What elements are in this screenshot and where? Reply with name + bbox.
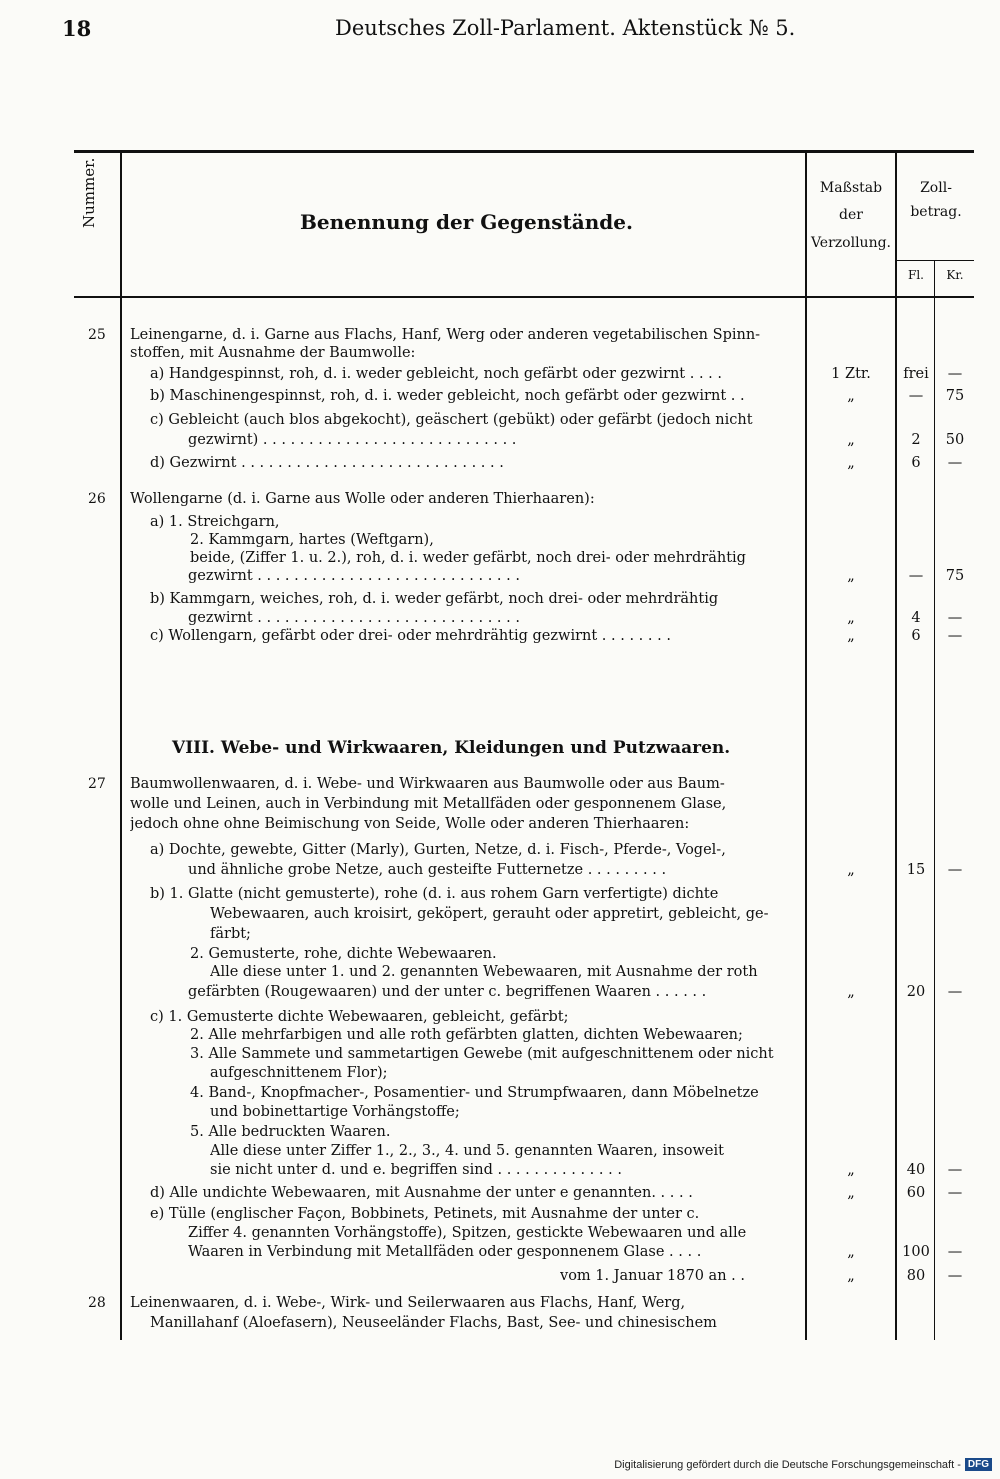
- tariff-line: gezwirnt) . . . . . . . . . . . . . . . . . . . . . . . . . . . .: [188, 432, 517, 448]
- tariff-line: und ähnliche grobe Netze, auch gesteifte Futternetze . . . . . . . . .: [188, 862, 667, 878]
- tariff-line: Ziffer 4. genannten Vorhängstoffe), Spitzen, gestickte Webewaaren und alle: [188, 1225, 747, 1241]
- duty-fl-cell: 2: [911, 432, 921, 448]
- column-header-duty-1: Zoll-: [920, 180, 952, 196]
- duty-kr-cell: 75: [945, 568, 965, 584]
- tariff-line: Waaren in Verbindung mit Metallfäden oder gesponnenem Glase . . . .: [188, 1244, 702, 1260]
- item-number: 27: [88, 776, 106, 792]
- duty-kr-cell: —: [947, 984, 963, 1000]
- tariff-line: 5. Alle bedruckten Waaren.: [190, 1124, 391, 1140]
- measure-cell: „: [847, 862, 855, 878]
- tariff-line: aufgeschnittenem Flor);: [210, 1065, 388, 1081]
- table-top-rule: [74, 150, 974, 153]
- duty-fl-cell: 20: [906, 984, 926, 1000]
- measure-cell: „: [847, 568, 855, 584]
- duty-kr-cell: —: [947, 1244, 963, 1260]
- duty-kr-cell: —: [947, 1162, 963, 1178]
- tariff-line: d) Alle undichte Webewaaren, mit Ausnahme der unter e genannten. . . . .: [150, 1185, 693, 1201]
- measure-cell: „: [847, 455, 855, 471]
- item-number: 26: [88, 491, 106, 507]
- tariff-line: gefärbten (Rougewaaren) und der unter c. begriffenen Waaren . . . . . .: [188, 984, 707, 1000]
- tariff-line: a) 1. Streichgarn,: [150, 514, 280, 530]
- tariff-line: vom 1. Januar 1870 an . .: [560, 1268, 745, 1284]
- tariff-line: wolle und Leinen, auch in Verbindung mit Metallfäden oder gesponnenem Glase,: [130, 796, 727, 812]
- tariff-line: Leinenwaaren, d. i. Webe-, Wirk- und Seilerwaaren aus Flachs, Hanf, Werg,: [130, 1295, 686, 1311]
- column-header-fl: Fl.: [908, 268, 924, 282]
- duty-kr-cell: —: [947, 1268, 963, 1284]
- measure-cell: „: [847, 1244, 855, 1260]
- measure-cell: 1 Ztr.: [831, 366, 871, 382]
- measure-cell: „: [847, 388, 855, 404]
- tariff-line: 2. Kammgarn, hartes (Weftgarn),: [190, 532, 434, 548]
- col-divider-number: [120, 152, 122, 1340]
- duty-subhead-rule: [895, 260, 974, 261]
- measure-cell: „: [847, 432, 855, 448]
- tariff-line: Alle diese unter Ziffer 1., 2., 3., 4. und 5. genannten Waaren, insoweit: [210, 1143, 724, 1159]
- measure-cell: „: [847, 1268, 855, 1284]
- item-number: 25: [88, 327, 106, 343]
- tariff-line: a) Dochte, gewebte, Gitter (Marly), Gurten, Netze, d. i. Fisch-, Pferde-, Vogel-,: [150, 842, 726, 858]
- duty-fl-cell: —: [908, 388, 924, 404]
- tariff-line: Alle diese unter 1. und 2. genannten Webewaaren, mit Ausnahme der roth: [210, 964, 758, 980]
- duty-fl-cell: 6: [911, 628, 921, 644]
- tariff-line: Webewaaren, auch kroisirt, geköpert, gerauht oder appretirt, gebleicht, ge-: [210, 906, 769, 922]
- page-number: 18: [62, 16, 92, 41]
- duty-fl-cell: 4: [911, 610, 921, 626]
- tariff-line: 2. Gemusterte, rohe, dichte Webewaaren.: [190, 946, 497, 962]
- col-divider-duty: [895, 152, 897, 1340]
- table-head-rule: [74, 296, 974, 298]
- column-header-name: Benennung der Gegenstände.: [300, 210, 633, 234]
- section-heading: VIII. Webe- und Wirkwaaren, Kleidungen und Putzwaaren.: [172, 738, 731, 758]
- running-title: Deutsches Zoll-Parlament. Aktenstück № 5.: [335, 16, 796, 40]
- duty-fl-cell: 40: [906, 1162, 926, 1178]
- duty-fl-cell: —: [908, 568, 924, 584]
- col-divider-fl-kr: [934, 260, 935, 1340]
- duty-fl-cell: 15: [906, 862, 926, 878]
- measure-cell: „: [847, 1185, 855, 1201]
- column-header-duty-2: betrag.: [910, 204, 962, 220]
- column-header-measure-1: Maßstab: [819, 180, 883, 196]
- tariff-line: c) Wollengarn, gefärbt oder drei- oder mehrdrähtig gezwirnt . . . . . . . .: [150, 628, 671, 644]
- duty-kr-cell: 75: [945, 388, 965, 404]
- duty-kr-cell: —: [947, 628, 963, 644]
- column-header-measure-2: der: [839, 207, 863, 223]
- tariff-line: und bobinettartige Vorhängstoffe;: [210, 1104, 460, 1120]
- tariff-line: a) Handgespinnst, roh, d. i. weder gebleicht, noch gefärbt oder gezwirnt . . . .: [150, 366, 722, 382]
- measure-cell: „: [847, 628, 855, 644]
- duty-fl-cell: 80: [906, 1268, 926, 1284]
- duty-fl-cell: frei: [903, 366, 929, 382]
- duty-fl-cell: 60: [906, 1185, 926, 1201]
- measure-cell: „: [847, 1162, 855, 1178]
- tariff-line: b) Kammgarn, weiches, roh, d. i. weder gefärbt, noch drei- oder mehrdrähtig: [150, 591, 719, 607]
- duty-fl-cell: 100: [902, 1244, 930, 1260]
- measure-cell: „: [847, 610, 855, 626]
- tariff-line: 3. Alle Sammete und sammetartigen Gewebe (mit aufgeschnittenem oder nicht: [190, 1046, 774, 1062]
- tariff-line: 2. Alle mehrfarbigen und alle roth gefärbten glatten, dichten Webewaaren;: [190, 1027, 743, 1043]
- tariff-line: stoffen, mit Ausnahme der Baumwolle:: [130, 345, 416, 361]
- tariff-line: gezwirnt . . . . . . . . . . . . . . . . . . . . . . . . . . . . .: [188, 568, 520, 584]
- column-header-kr: Kr.: [946, 268, 964, 282]
- tariff-line: c) Gebleicht (auch blos abgekocht), geäschert (gebükt) oder gefärbt (jedoch nicht: [150, 412, 753, 428]
- tariff-line: c) 1. Gemusterte dichte Webewaaren, gebleicht, gefärbt;: [150, 1009, 569, 1025]
- duty-kr-cell: —: [947, 862, 963, 878]
- tariff-line: Wollengarne (d. i. Garne aus Wolle oder anderen Thierhaaren):: [130, 491, 595, 507]
- tariff-line: färbt;: [210, 926, 251, 942]
- tariff-line: gezwirnt . . . . . . . . . . . . . . . . . . . . . . . . . . . . .: [188, 610, 520, 626]
- tariff-line: Leinengarne, d. i. Garne aus Flachs, Hanf, Werg oder anderen vegetabilischen Spinn-: [130, 327, 761, 343]
- tariff-line: d) Gezwirnt . . . . . . . . . . . . . . . . . . . . . . . . . . . . .: [150, 455, 504, 471]
- tariff-line: beide, (Ziffer 1. u. 2.), roh, d. i. weder gefärbt, noch drei- oder mehrdrähtig: [190, 550, 746, 566]
- dfg-logo: DFG: [965, 1458, 992, 1471]
- col-divider-measure: [805, 152, 807, 1340]
- tariff-line: Baumwollenwaaren, d. i. Webe- und Wirkwaaren aus Baumwolle oder aus Baum-: [130, 776, 725, 792]
- column-header-measure-3: Verzollung.: [810, 235, 891, 251]
- footer-credit: [614, 1458, 992, 1471]
- tariff-line: 4. Band-, Knopfmacher-, Posamentier- und Strumpfwaaren, dann Möbelnetze: [190, 1085, 759, 1101]
- duty-kr-cell: —: [947, 1185, 963, 1201]
- duty-kr-cell: —: [947, 610, 963, 626]
- column-header-number: Nummer.: [80, 157, 98, 228]
- tariff-line: sie nicht unter d. und e. begriffen sind . . . . . . . . . . . . . .: [210, 1162, 622, 1178]
- tariff-line: b) 1. Glatte (nicht gemusterte), rohe (d. i. aus rohem Garn verfertigte) dichte: [150, 886, 719, 902]
- tariff-line: e) Tülle (englischer Façon, Bobbinets, Petinets, mit Ausnahme der unter c.: [150, 1206, 700, 1222]
- tariff-line: jedoch ohne ohne Beimischung von Seide, Wolle oder anderen Thierhaaren:: [130, 816, 690, 832]
- measure-cell: „: [847, 984, 855, 1000]
- duty-kr-cell: —: [947, 455, 963, 471]
- item-number: 28: [88, 1295, 106, 1311]
- duty-fl-cell: 6: [911, 455, 921, 471]
- duty-kr-cell: —: [947, 366, 963, 382]
- tariff-line: Manillahanf (Aloefasern), Neuseeländer Flachs, Bast, See- und chinesischem: [150, 1315, 717, 1331]
- footer-text: Digitalisierung gefördert durch die Deutsche Forschungsgemeinschaft -: [614, 1458, 961, 1471]
- tariff-line: b) Maschinengespinnst, roh, d. i. weder gebleicht, noch gefärbt oder gezwirnt . .: [150, 388, 745, 404]
- duty-kr-cell: 50: [945, 432, 965, 448]
